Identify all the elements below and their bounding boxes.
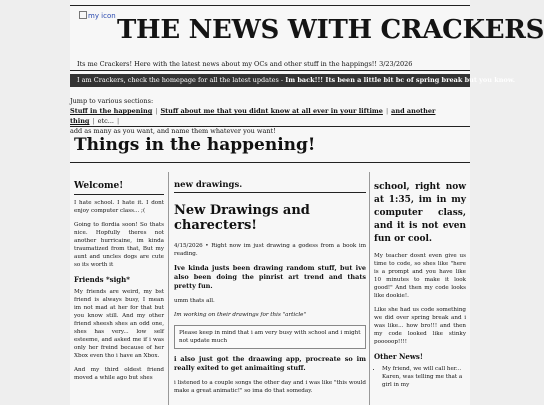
jump-link-another-thing[interactable]: and another thing xyxy=(70,107,436,125)
school-heading: school, right now at 1:35, im in my computer class, and it is not even fun or cool. xyxy=(374,182,466,244)
column-welcome xyxy=(74,172,164,405)
top-rule xyxy=(70,5,470,6)
friends-subheading: Friends *sigh* xyxy=(74,275,130,284)
announcement-text: I am Crackers, check the homepage for all the latest updates - xyxy=(77,76,286,84)
jump-link-happening[interactable]: Stuff in the happening xyxy=(70,107,153,115)
column-school xyxy=(374,172,466,405)
drawings-paragraph: umm thats all. xyxy=(174,298,215,304)
jump-links: Stuff in the happening | Stuff about me that you didnt know at all ever in your liftime | and another thing | etc... | xyxy=(70,107,436,125)
jump-note: add as many as you want, and name them whatever you want! xyxy=(70,127,276,135)
school-paragraph: Like she had us code something we did over spring break and i was like... how bro!!! and then my code looked like stinky pooooop!!!! xyxy=(374,307,466,345)
other-news-list xyxy=(374,365,466,389)
note-box: Please keep in mind that i am very busy with school and i might not update much xyxy=(174,325,366,349)
logo-alt-text: my icon xyxy=(88,12,116,20)
announcement-bold: Im back!!! Its been a little bit bc of spring break but you know. xyxy=(285,76,516,84)
list-item: • My friend, we will call her... Karen, was telling me that a girl in my xyxy=(382,365,466,389)
logo-image xyxy=(79,11,116,20)
broken-image-icon xyxy=(79,11,87,19)
drawings-bold-paragraph: Ive kinda justs been drawing random stuff, but ive also been doing the pinrist art trend and thats pretty fun. xyxy=(174,264,366,290)
welcome-paragraph: Going to flordia soon! So thats nice. Hopfully theres not another hurricaine, im kinda traumatized from that, But my aunt and uncles dogs are cute so its worth it xyxy=(74,222,164,268)
friends-paragraph: My friends are weird, my bst friend is always busy, I mean im not mad at her for that but you know still. And my other friend sheesh shes an odd one, shes has very... low self esteeme, and asked me if i was only her freind because of her Xbox even tho i have an Xbox. xyxy=(74,289,164,359)
welcome-paragraph: I hate school. I hate it. I dont enjoy computer class... ;( xyxy=(74,200,164,214)
announcement-bar xyxy=(70,74,516,87)
column-divider xyxy=(168,172,169,405)
jump-link-etc: etc... xyxy=(97,117,114,125)
jump-rule xyxy=(70,126,470,127)
drawings-heading: New Drawings and charecters! xyxy=(174,203,310,233)
drawings-bold-paragraph: i also just got the draawing app, procreate so im really exited to get animaiting stuff. xyxy=(174,355,366,372)
jump-label: Jump to various sections: xyxy=(70,97,154,105)
school-paragraph: My teacher dosnt even give us time to code, so shes like "here is a prompt and you have like 10 minutes to make it look good!" And then my code looks like dookie!. xyxy=(374,253,466,299)
site-title: THE NEWS WITH CRACKERS xyxy=(117,15,544,45)
drawings-label: new drawings. xyxy=(174,180,366,193)
welcome-heading: Welcome! xyxy=(74,181,164,195)
drawings-paragraph: 4/15/2026 • Right now im just drawing a godess from a book im reading. xyxy=(174,243,366,257)
column-divider xyxy=(369,172,370,405)
column-drawings xyxy=(174,172,366,405)
other-news-subheading: Other News! xyxy=(374,352,423,361)
masthead-rule xyxy=(70,70,470,71)
tagline: Its me Crackers! Here with the latest news about my OCs and other stuff in the happings!! 3/23/2026 xyxy=(77,60,413,68)
page xyxy=(70,0,544,405)
jump-link-about-me[interactable]: Stuff about me that you didnt know at all ever in your liftime xyxy=(160,107,383,115)
jump-nav xyxy=(70,96,470,136)
drawings-italic-paragraph: Im working on their drawings for this "article" xyxy=(174,312,307,318)
friends-paragraph: And my third oldest friend moved a while ago but shes xyxy=(74,367,164,381)
section-rule xyxy=(70,162,470,163)
masthead xyxy=(70,0,544,95)
section-title: Things in the happening! xyxy=(74,135,316,155)
drawings-paragraph: i listened to a couple songs the other day and i was like "this would make a great animatic!" so ima do that someday. xyxy=(174,380,366,394)
